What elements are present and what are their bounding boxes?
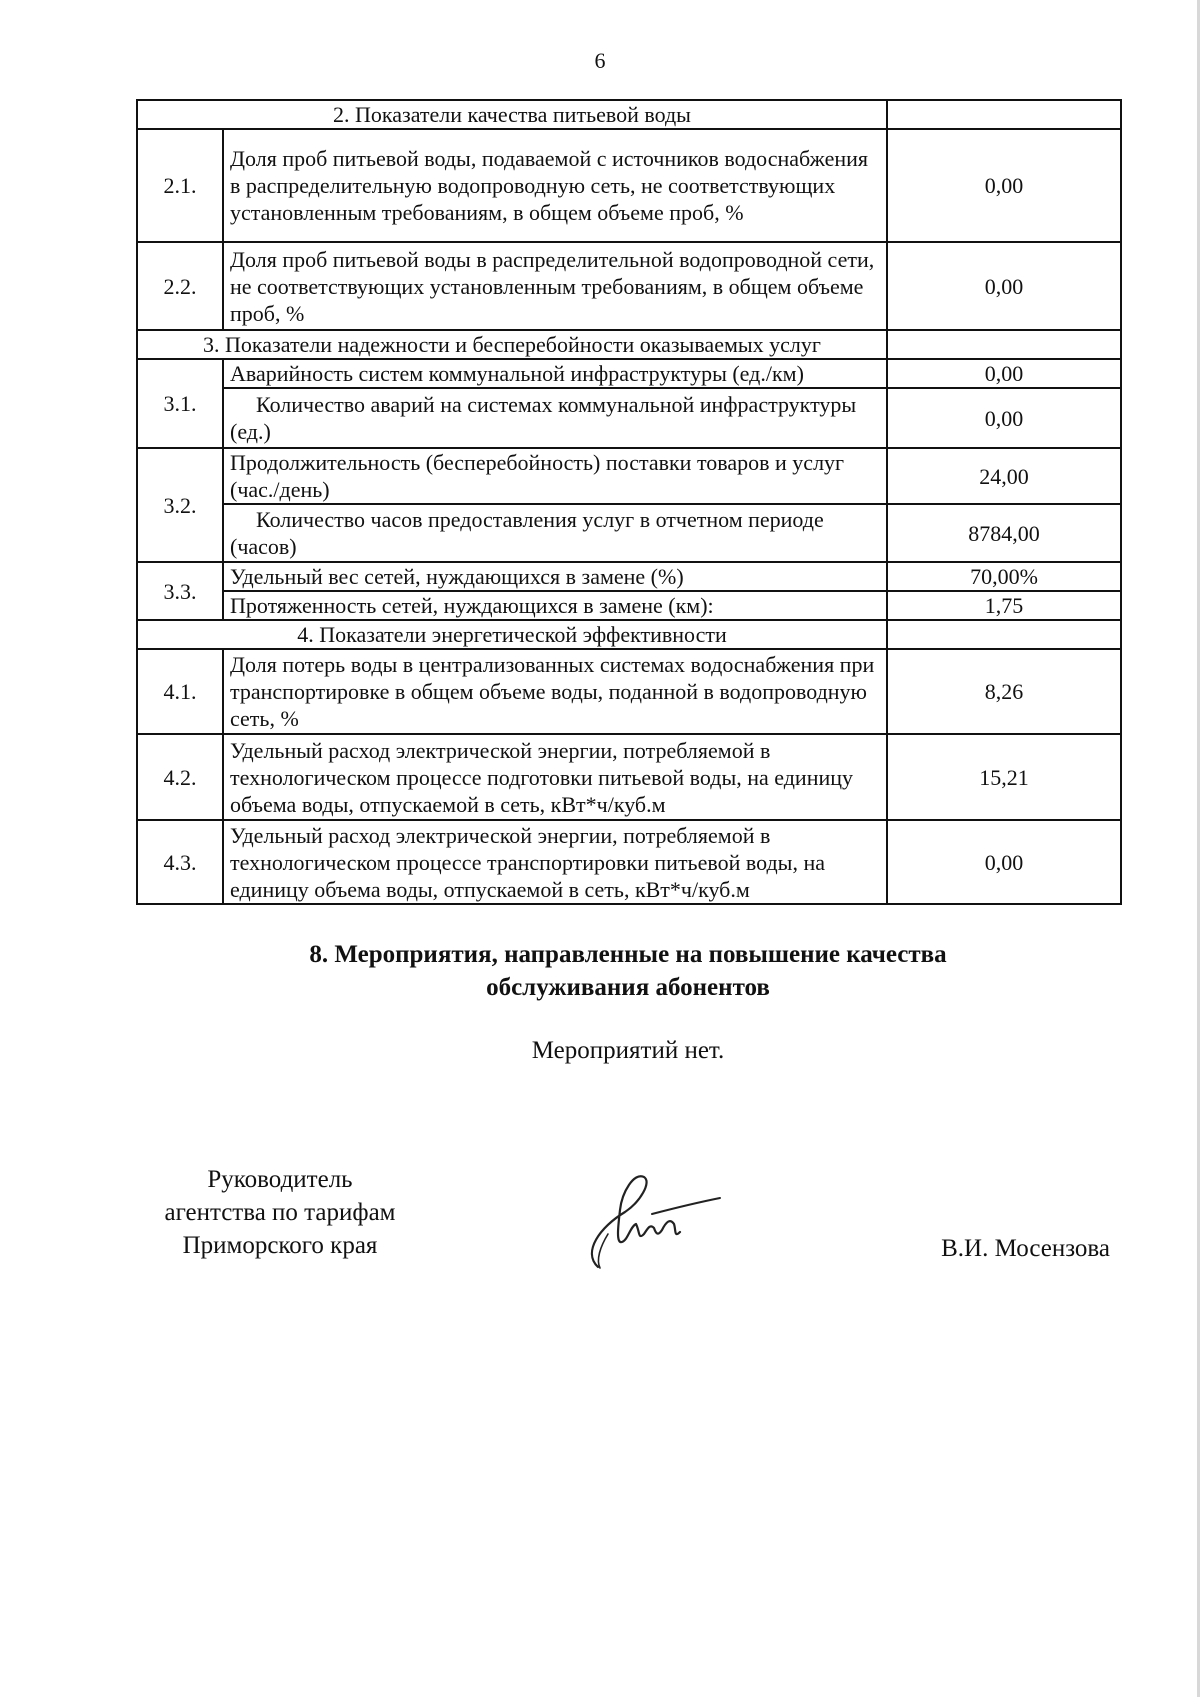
row-number: 3.1.	[137, 359, 223, 448]
section-8-heading-line-1: 8. Мероприятия, направленные на повышение качества	[309, 941, 947, 968]
table-row	[137, 649, 1121, 734]
table-row	[137, 562, 1121, 591]
row-value: 24,00	[887, 448, 1121, 504]
section-title: 3. Показатели надежности и бесперебойности оказываемых услуг	[137, 330, 887, 359]
section-title: 2. Показатели качества питьевой воды	[137, 100, 887, 129]
row-value: 0,00	[887, 129, 1121, 242]
row-number: 2.1.	[137, 129, 223, 242]
table-row	[137, 448, 1121, 504]
row-description: Количество аварий на системах коммунальной инфраструктуры (ед.)	[223, 388, 887, 448]
handwritten-signature	[570, 1172, 730, 1272]
row-number: 3.2.	[137, 448, 223, 562]
row-description: Протяженность сетей, нуждающихся в замене (км):	[223, 591, 887, 620]
section-value-cell	[887, 100, 1121, 129]
row-description: Аварийность систем коммунальной инфраструктуры (ед./км)	[223, 359, 887, 388]
row-description: Доля потерь воды в централизованных системах водоснабжения при транспортировке в общем объеме воды, поданной в водопроводную сеть, %	[223, 649, 887, 734]
signer-title	[120, 1163, 440, 1262]
table-row	[137, 591, 1121, 620]
section-8-text: Мероприятий нет.	[531, 1037, 725, 1064]
table-row	[137, 388, 1121, 448]
section-value-cell	[887, 620, 1121, 649]
row-number: 4.3.	[137, 820, 223, 904]
row-number: 4.1.	[137, 649, 223, 734]
indicators-table	[136, 99, 1122, 905]
section-title: 4. Показатели энергетической эффективности	[137, 620, 887, 649]
row-value: 15,21	[887, 734, 1121, 820]
page-number: 6	[594, 48, 606, 73]
row-value: 0,00	[887, 820, 1121, 904]
table-row	[137, 820, 1121, 904]
row-number: 4.2.	[137, 734, 223, 820]
table-row	[137, 504, 1121, 562]
row-number: 3.3.	[137, 562, 223, 620]
signer-title-line-1: Руководитель	[207, 1166, 353, 1193]
section-row	[137, 620, 1121, 649]
row-description: Удельный расход электрической энергии, потребляемой в технологическом процессе транспортировки питьевой воды, на единицу объема воды, отпускаемой в сеть, кВт*ч/куб.м	[223, 820, 887, 904]
section-row	[137, 100, 1121, 129]
table-row	[137, 129, 1121, 242]
section-8-heading-line-2: обслуживания абонентов	[486, 974, 770, 1001]
table-row	[137, 359, 1121, 388]
row-description: Количество часов предоставления услуг в отчетном периоде (часов)	[223, 504, 887, 562]
row-value: 0,00	[887, 359, 1121, 388]
signer-title-line-3: Приморского края	[182, 1232, 378, 1259]
row-value: 0,00	[887, 388, 1121, 448]
signer-title-line-2: агентства по тарифам	[164, 1199, 396, 1226]
signer-name: В.И. Мосензова	[941, 1235, 1110, 1262]
row-description: Удельный расход электрической энергии, потребляемой в технологическом процессе подготовки питьевой воды, на единицу объема воды, отпускаемой в сеть, кВт*ч/куб.м	[223, 734, 887, 820]
row-value: 0,00	[887, 242, 1121, 330]
section-row	[137, 330, 1121, 359]
row-description: Удельный вес сетей, нуждающихся в замене (%)	[223, 562, 887, 591]
table-row	[137, 734, 1121, 820]
row-description: Продолжительность (бесперебойность) поставки товаров и услуг (час./день)	[223, 448, 887, 504]
row-value: 70,00%	[887, 562, 1121, 591]
section-value-cell	[887, 330, 1121, 359]
row-value: 1,75	[887, 591, 1121, 620]
row-description: Доля проб питьевой воды, подаваемой с источников водоснабжения в распределительную водопроводную сеть, не соответствующих установленным требованиям, в общем объеме проб, %	[223, 129, 887, 242]
row-value: 8784,00	[887, 504, 1121, 562]
row-description: Доля проб питьевой воды в распределительной водопроводной сети, не соответствующих установленным требованиям, в общем объеме проб, %	[223, 242, 887, 330]
row-number: 2.2.	[137, 242, 223, 330]
section-8-heading	[0, 938, 1200, 1004]
row-value: 8,26	[887, 649, 1121, 734]
table-row	[137, 242, 1121, 330]
